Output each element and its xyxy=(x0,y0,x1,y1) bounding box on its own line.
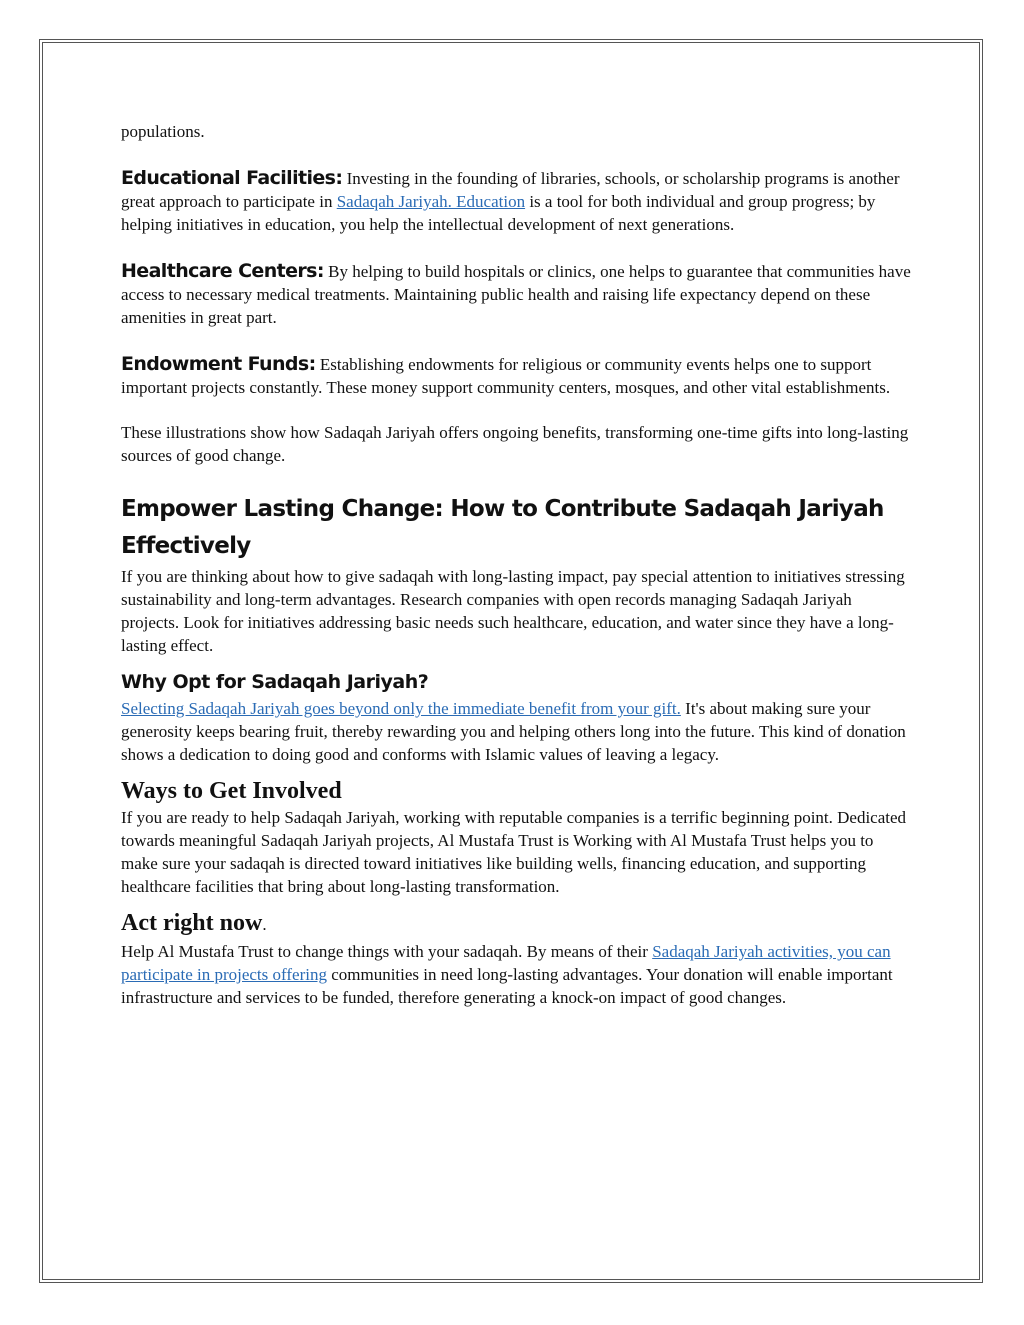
empower-paragraph: If you are thinking about how to give sadaqah with long-lasting impact, pay special attention to initiatives stressing sustainability and long-term advantages. Research companies with open records managing Sadaqah Jariyah projects. Look for initiatives addressing basic needs such healthcare, education, and water since they have a long-lasting effect. xyxy=(121,567,905,655)
ways-paragraph: If you are ready to help Sadaqah Jariyah, working with reputable companies is a terrific beginning point. Dedicated towards meaningful Sadaqah Jariyah projects, Al Mustafa Trust is Working with Al Mustafa Trust helps you to make sure your sadaqah is directed toward initiatives like building wells, financing education, and supporting healthcare facilities that bring about long-lasting transformation. xyxy=(121,808,907,896)
act-heading-text: Act right now xyxy=(121,910,263,936)
endowment-funds-heading: Endowment Funds xyxy=(121,353,309,375)
sadaqah-jariyah-activities-link[interactable]: Sadaqah Jariyah activities, you can participate in projects offering xyxy=(121,942,891,984)
empower-heading: Empower Lasting Change: How to Contribute Sadaqah Jariyah Effectively xyxy=(121,496,884,559)
summary-paragraph: These illustrations show how Sadaqah Jariyah offers ongoing benefits, transforming one-time gifts into long-lasting sources of good change. xyxy=(121,423,909,465)
why-opt-paragraph xyxy=(121,697,911,766)
endowment-colon: : xyxy=(308,353,316,375)
educational-text-1: Investing in the founding of libraries, schools, or scholarship programs is another great approach to participate in xyxy=(121,169,900,211)
healthcare-centers-heading: Healthcare Centers xyxy=(121,260,317,282)
sadaqah-jariyah-education-link[interactable]: Sadaqah Jariyah. Education xyxy=(336,192,526,211)
act-heading-period: . xyxy=(262,915,267,934)
healthcare-colon: : xyxy=(316,260,324,282)
educational-facilities-paragraph xyxy=(121,167,911,236)
act-paragraph xyxy=(121,940,911,1009)
act-right-now-heading xyxy=(121,908,911,940)
why-opt-text: It's about making sure your generosity keeps bearing fruit, thereby rewarding you and helping others long into the future. This kind of donation shows a dedication to doing good and conforms with Islamic values of leaving a legacy. xyxy=(121,699,906,764)
educational-facilities-heading: Educational Facilities: xyxy=(121,167,343,189)
selecting-sadaqah-jariyah-link[interactable]: Selecting Sadaqah Jariyah goes beyond only the immediate benefit from your gift. xyxy=(121,699,681,718)
intro-paragraph xyxy=(121,120,911,143)
endowment-text: Establishing endowments for religious or community events helps one to support important projects constantly. These money support community centers, mosques, and other vital establishments. xyxy=(121,355,891,397)
document-body xyxy=(121,120,911,1009)
healthcare-text: By helping to build hospitals or clinics, one helps to guarantee that communities have access to necessary medical treatments. Maintaining public health and raising life expectancy depend on these amenities in great part. xyxy=(121,262,911,327)
act-text-1: Help Al Mustafa Trust to change things with your sadaqah. By means of their xyxy=(121,942,653,961)
endowment-funds-paragraph xyxy=(121,353,911,399)
healthcare-centers-paragraph xyxy=(121,260,911,329)
ways-to-get-involved-heading: Ways to Get Involved xyxy=(121,778,342,804)
why-opt-heading: Why Opt for Sadaqah Jariyah? xyxy=(121,671,429,693)
intro-text: populations. xyxy=(121,122,205,141)
act-text-2: communities in need long-lasting advantages. Your donation will enable important infrastructure and services to be funded, therefore generating a knock-on impact of good changes. xyxy=(121,965,893,1007)
educational-text-2: is a tool for both individual and group progress; by helping initiatives in education, you help the intellectual development of next generations. xyxy=(121,192,876,234)
